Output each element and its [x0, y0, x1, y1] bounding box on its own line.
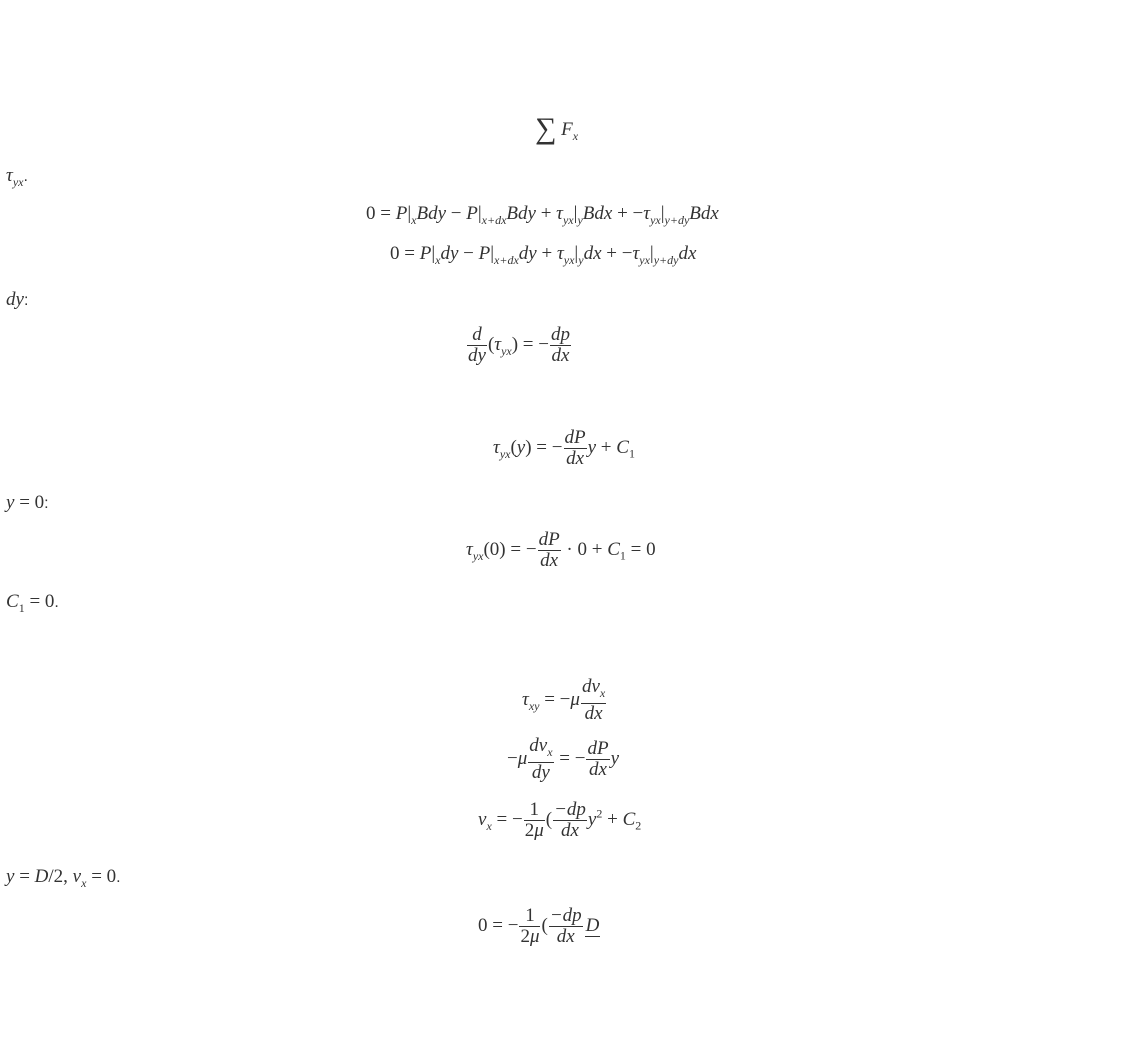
- paragraph-c1-zero: $C_1 = 0$.: [6, 591, 59, 615]
- paragraph-dividing: dy:: [6, 289, 29, 310]
- paragraph-second-constant: y = D/2, $v_x = 0$.: [6, 866, 121, 890]
- paragraph-forces: $\tau_{yx}$.: [6, 165, 28, 189]
- equation-shear-at-zero: $\tau_{yx}(0)$ = − $\frac{dP}{dx}$ · $0 + C_1 = 0$: [466, 529, 656, 571]
- equation-force-balance-2: $0 = P|_xdy - P|_{x+dx}dy + \tau_{yx}|_ydx + -\tau_{yx}|_{y+dy}dx$: [390, 243, 697, 267]
- equation-force-balance-1: $0 = P|_xBdy - P|_{x+dx}Bdy + \tau_{yx}|_yBdx + -\tau_{yx}|_{y+dy}Bdx$: [366, 203, 719, 227]
- paragraph-no-momentum: y = 0:: [6, 492, 49, 513]
- equation-shear-derivative: $\frac{d}{dy}$ $(\tau_{yx})$ = − $\frac{dp}{dx}$: [468, 324, 570, 366]
- equation-velocity-gradient: −μ $dv_x$ dy = − $\frac{dP}{dx}$ y: [507, 735, 620, 783]
- equation-boundary-condition: 0 = − $\frac{1}{2\mu}$ ( $\frac{-dp}{dx}$ D: [478, 905, 600, 947]
- equation-sum-forces: ∑ $F_x$: [535, 112, 579, 145]
- equation-shear-integrated: $\tau_{yx}(y)$ = − $\frac{dP}{dx}$ $y + C_1$: [493, 427, 635, 469]
- equation-newtonian-shear: $\tau_{xy} = -\mu$ $dv_x$ dx: [522, 676, 606, 724]
- equation-velocity-profile: $v_x$ = − $\frac{1}{2\mu}$ ( $\frac{-dp}{dx}$ $y^2 + C_2$: [478, 799, 642, 841]
